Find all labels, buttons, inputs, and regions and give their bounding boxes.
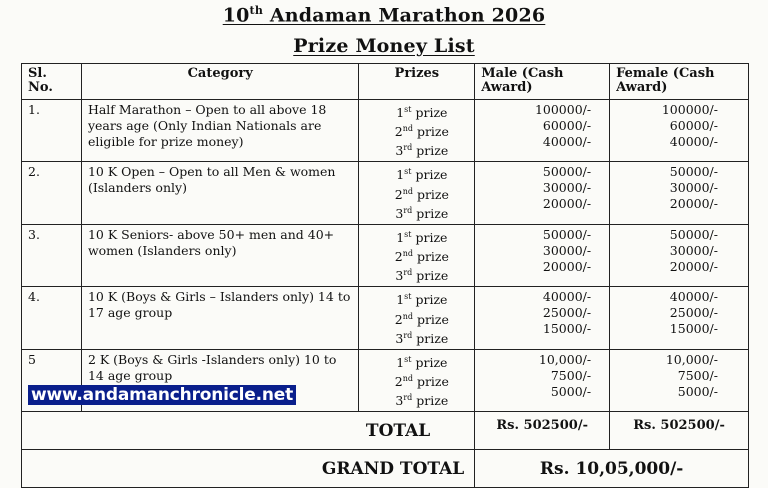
prize-label: 3rd prize <box>395 268 449 284</box>
row-male-awards <box>475 162 610 224</box>
row-category: 10 K (Boys & Girls – Islanders only) 14 to 17 age group <box>81 287 358 349</box>
page-title: 10th Andaman Marathon 2026 <box>222 4 546 27</box>
male-award-amount: 60000/- <box>542 118 592 133</box>
female-award-amount: 50000/- <box>669 226 718 242</box>
prize-label: 2nd prize <box>394 124 449 140</box>
prize-label: 3rd prize <box>395 143 449 159</box>
prize-label: 1st prize <box>396 229 448 246</box>
row-male-awards <box>475 224 610 286</box>
row-prizes <box>359 287 475 349</box>
header-sl-no: Sl. No. <box>22 64 82 100</box>
prize-label: 3rd prize <box>395 205 449 221</box>
female-award-amount: 10,000/- <box>665 351 718 367</box>
row-sl-no: 3. <box>22 224 82 286</box>
row-category: Half Marathon – Open to all above 18 years age (Only Indian Nationals are eligible for prize money) <box>81 100 358 162</box>
prize-label: 2nd prize <box>394 186 449 202</box>
prize-label: 3rd prize <box>395 330 449 346</box>
table-row <box>22 287 749 349</box>
row-female-awards <box>610 162 749 224</box>
row-prizes <box>359 349 475 411</box>
table-row <box>22 162 749 224</box>
row-female-awards <box>610 224 749 286</box>
total-row <box>22 412 749 450</box>
row-prizes <box>359 100 475 162</box>
table-row <box>22 224 749 286</box>
male-award-amount: 10,000/- <box>538 351 592 367</box>
male-award-amount: 25000/- <box>542 305 592 321</box>
grand-total-label: GRAND TOTAL <box>22 450 475 488</box>
male-award-amount: 40000/- <box>542 134 592 149</box>
female-award-amount: 5000/- <box>677 383 718 399</box>
watermark-url: www.andamanchronicle.net <box>28 385 296 405</box>
row-prizes <box>359 224 475 286</box>
female-award-amount: 25000/- <box>669 305 718 321</box>
prize-label: 1st prize <box>396 167 448 183</box>
row-sl-no: 1. <box>22 100 82 162</box>
female-award-amount: 15000/- <box>669 321 718 337</box>
row-female-awards <box>610 287 749 349</box>
female-award-amount: 60000/- <box>669 118 718 133</box>
row-male-awards <box>475 287 610 349</box>
female-award-amount: 40000/- <box>669 289 718 305</box>
female-award-amount: 30000/- <box>669 180 718 196</box>
row-category: 10 K Seniors- above 50+ men and 40+ women (Islanders only) <box>81 224 358 286</box>
female-award-amount: 20000/- <box>669 258 718 274</box>
male-award-amount: 20000/- <box>542 196 592 212</box>
male-award-amount: 50000/- <box>542 164 592 180</box>
prize-label: 2nd prize <box>394 249 449 265</box>
male-award-amount: 100000/- <box>534 102 592 117</box>
row-sl-no: 5 <box>22 349 82 411</box>
female-award-amount: 7500/- <box>677 367 718 383</box>
male-award-amount: 15000/- <box>542 321 592 337</box>
total-label: TOTAL <box>22 412 475 450</box>
total-female: Rs. 502500/- <box>610 412 749 450</box>
female-award-amount: 40000/- <box>669 134 718 149</box>
grand-total-value: Rs. 10,05,000/- <box>475 450 749 488</box>
prize-label: 1st prize <box>396 292 448 308</box>
male-award-amount: 5000/- <box>550 383 592 399</box>
total-male: Rs. 502500/- <box>475 412 610 450</box>
female-award-amount: 30000/- <box>669 242 718 258</box>
female-award-amount: 20000/- <box>669 196 718 212</box>
male-award-amount: 30000/- <box>542 242 592 258</box>
row-female-awards <box>610 349 749 411</box>
female-award-amount: 50000/- <box>669 164 718 180</box>
row-sl-no: 2. <box>22 162 82 224</box>
table-header-row <box>22 64 749 100</box>
row-category: 10 K Open – Open to all Men & women (Islanders only) <box>81 162 358 224</box>
male-award-amount: 7500/- <box>550 367 592 383</box>
table-row <box>22 100 749 162</box>
header-male: Male (Cash Award) <box>475 64 610 100</box>
row-female-awards <box>610 100 749 162</box>
row-sl-no: 4. <box>22 287 82 349</box>
prize-label: 1st prize <box>396 105 448 121</box>
prize-label: 1st prize <box>396 354 448 371</box>
grand-total-row <box>22 450 749 488</box>
row-prizes <box>359 162 475 224</box>
header-female: Female (Cash Award) <box>610 64 749 100</box>
male-award-amount: 40000/- <box>542 289 592 305</box>
prize-money-table <box>21 63 749 488</box>
row-male-awards <box>475 100 610 162</box>
male-award-amount: 30000/- <box>542 180 592 196</box>
prize-label: 2nd prize <box>394 311 449 327</box>
header-category: Category <box>81 64 358 100</box>
header-prizes: Prizes <box>359 64 475 100</box>
row-category: 2 K (Boys & Girls -Islanders only) 10 to 14 age group <box>81 349 358 411</box>
prize-label: 3rd prize <box>395 393 449 409</box>
male-award-amount: 50000/- <box>542 226 592 242</box>
page-subtitle: Prize Money List <box>293 35 475 57</box>
prize-label: 2nd prize <box>394 374 449 390</box>
male-award-amount: 20000/- <box>542 258 592 274</box>
row-male-awards <box>475 349 610 411</box>
female-award-amount: 100000/- <box>661 102 718 117</box>
